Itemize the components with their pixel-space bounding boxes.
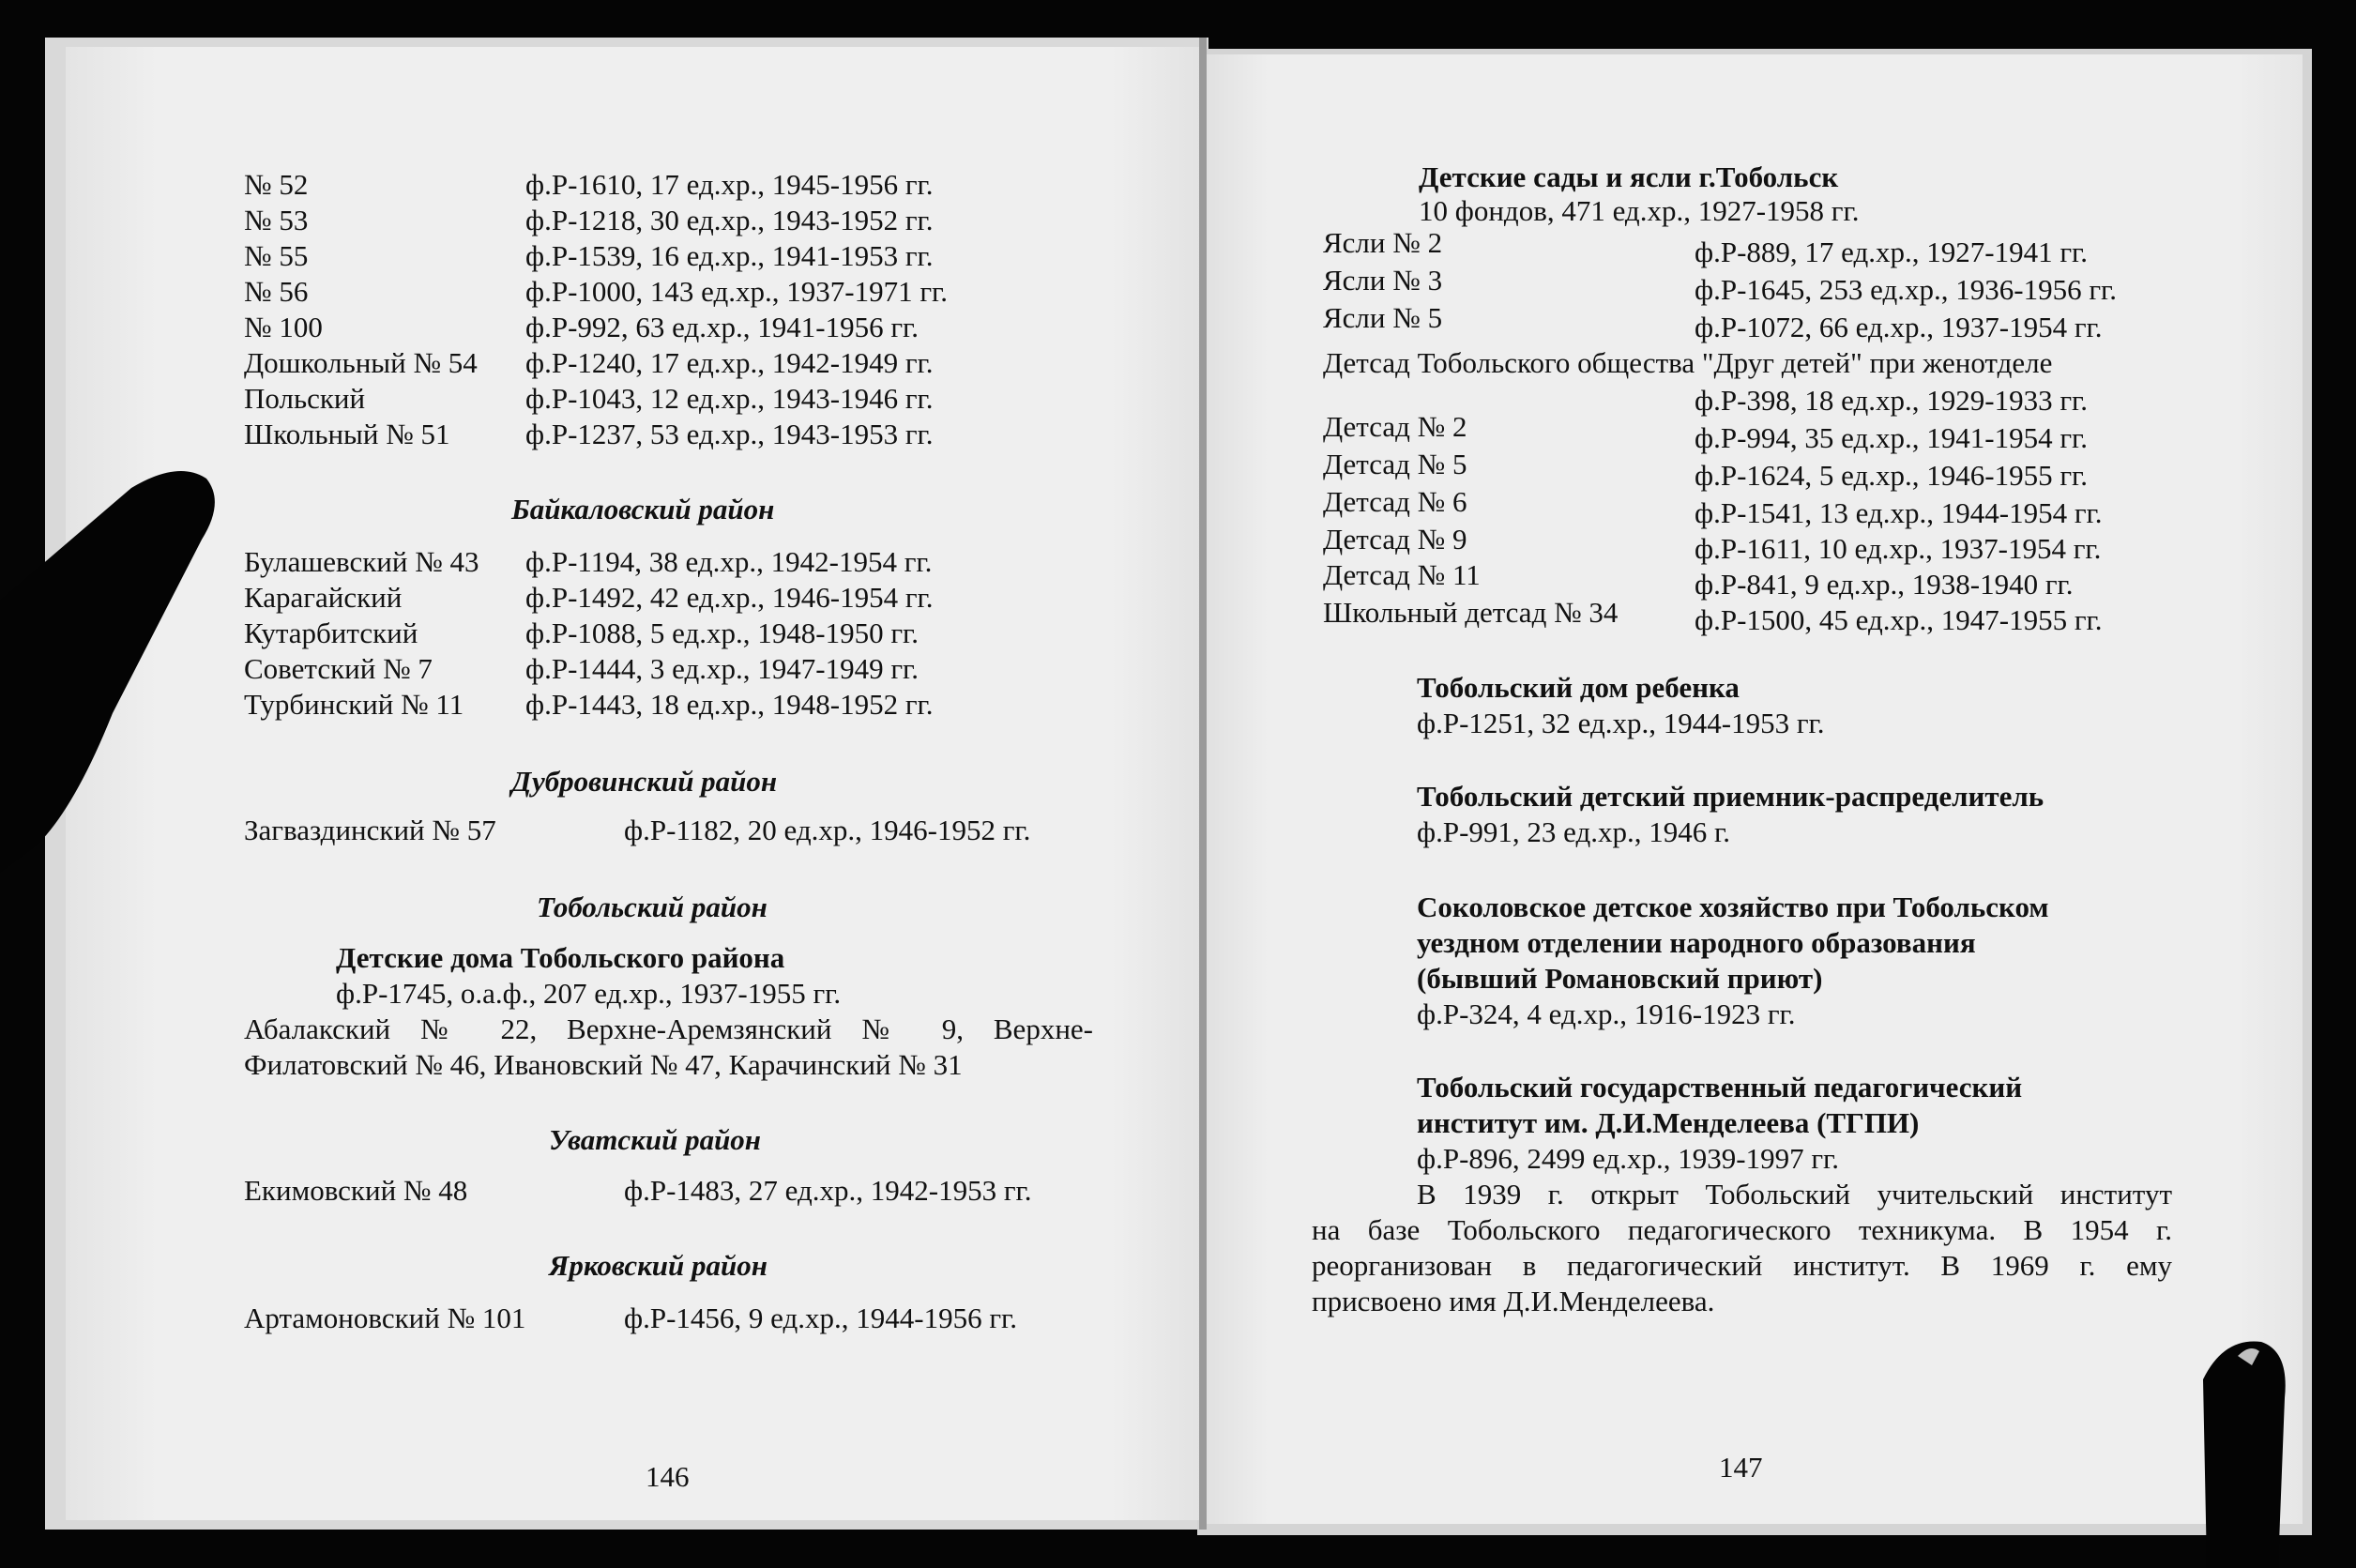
list-item-fond: ф.Р-1218, 30 ед.хр., 1943-1952 гг.	[525, 204, 934, 236]
list-item-fond: ф.Р-994, 35 ед.хр., 1941-1954 гг.	[1695, 421, 2089, 454]
list-item-name: № 55	[244, 239, 309, 272]
list-item-fond: ф.Р-1492, 42 ед.хр., 1946-1954 гг.	[525, 581, 934, 614]
list-item-name: Школьный № 51	[244, 418, 450, 450]
section-heading-dubrovinsky: Дубровинский район	[511, 765, 778, 798]
fond-receiver: ф.Р-991, 23 ед.хр., 1946 г.	[1417, 815, 1730, 848]
section-heading-baikalovsky: Байкаловский район	[511, 493, 775, 525]
list-item-name: Булашевский № 43	[244, 545, 479, 578]
list-item-fond: ф.Р-889, 17 ед.хр., 1927-1941 гг.	[1695, 236, 2089, 268]
section-heading-sokolovskoe: Соколовское детское хозяйство при Тобольском	[1417, 891, 2049, 923]
list-item-name: № 52	[244, 168, 309, 201]
list-item-fond: ф.Р-1182, 20 ед.хр., 1946-1952 гг.	[624, 814, 1031, 846]
list-item-fond: ф.Р-1194, 38 ед.хр., 1942-1954 гг.	[525, 545, 933, 578]
list-item-name: Детсад № 5	[1323, 448, 1467, 480]
list-item-fond: ф.Р-841, 9 ед.хр., 1938-1940 гг.	[1695, 568, 2074, 601]
list-item-fond: ф.Р-1610, 17 ед.хр., 1945-1956 гг.	[525, 168, 934, 201]
section-heading-uvatsky: Уватский район	[549, 1123, 762, 1156]
list-item-fond: ф.Р-1611, 10 ед.хр., 1937-1954 гг.	[1695, 532, 2102, 565]
institute-paragraph-line: реорганизован в педагогический институт. В 1969 г. ему	[1312, 1249, 2172, 1282]
list-item-name: Артамоновский № 101	[244, 1302, 526, 1334]
list-item-name: Карагайский	[244, 581, 403, 614]
list-item-fond: ф.Р-398, 18 ед.хр., 1929-1933 гг.	[1695, 384, 2089, 417]
kindergartens-summary: 10 фондов, 471 ед.хр., 1927-1958 гг.	[1419, 194, 1860, 227]
list-item-fond: ф.Р-1444, 3 ед.хр., 1947-1949 гг.	[525, 652, 920, 685]
list-item-name: № 53	[244, 204, 309, 236]
fond-orphanages: ф.Р-1745, о.а.ф., 207 ед.хр., 1937-1955 гг.	[336, 977, 842, 1010]
list-item-name: Турбинский № 11	[244, 688, 464, 721]
list-item-name: № 100	[244, 311, 323, 343]
list-item-fond: ф.Р-992, 63 ед.хр., 1941-1956 гг.	[525, 311, 920, 343]
section-heading-tobolsky: Тобольский район	[537, 891, 768, 923]
list-item-fond: ф.Р-1240, 17 ед.хр., 1942-1949 гг.	[525, 346, 934, 379]
section-heading-yarkovsky: Ярковский район	[549, 1249, 768, 1282]
list-item-name: Детсад № 11	[1323, 558, 1481, 591]
list-item-fond: ф.Р-1443, 18 ед.хр., 1948-1952 гг.	[525, 688, 934, 721]
section-heading-orphanage: Тобольский дом ребенка	[1417, 671, 1740, 704]
list-item-fond: ф.Р-1072, 66 ед.хр., 1937-1954 гг.	[1695, 311, 2103, 343]
section-heading-institute: институт им. Д.И.Менделеева (ТГПИ)	[1417, 1106, 1920, 1139]
list-item-name: Детсад № 6	[1323, 485, 1467, 518]
section-heading-kindergartens: Детские сады и ясли г.Тобольск	[1419, 160, 1839, 193]
list-item-name: Ясли № 5	[1323, 301, 1443, 334]
list-item-name: Ясли № 2	[1323, 226, 1443, 259]
orphanages-list-line: Филатовский № 46, Ивановский № 47, Карачинский № 31	[244, 1048, 963, 1081]
list-item-name: Дошкольный № 54	[244, 346, 478, 379]
orphanages-list-line: Абалакский № 22, Верхне-Аремзянский № 9, Верхне-	[244, 1012, 1093, 1045]
list-item-name: № 56	[244, 275, 309, 308]
list-item-fond: ф.Р-1541, 13 ед.хр., 1944-1954 гг.	[1695, 496, 2103, 529]
list-item-fond: ф.Р-1088, 5 ед.хр., 1948-1950 гг.	[525, 617, 920, 649]
left-finger-shadow	[0, 471, 215, 873]
list-item-fond: ф.Р-1043, 12 ед.хр., 1943-1946 гг.	[525, 382, 934, 415]
list-item-fond: ф.Р-1539, 16 ед.хр., 1941-1953 гг.	[525, 239, 934, 272]
society-kindergarten-line: Детсад Тобольского общества "Друг детей" при женотделе	[1323, 346, 2053, 379]
page-number-right: 147	[1719, 1451, 1763, 1484]
list-item-name: Ясли № 3	[1323, 264, 1443, 297]
list-item-fond: ф.Р-1000, 143 ед.хр., 1937-1971 гг.	[525, 275, 949, 308]
list-item-fond: ф.Р-1624, 5 ед.хр., 1946-1955 гг.	[1695, 459, 2089, 492]
institute-paragraph-line: В 1939 г. открыт Тобольский учительский институт	[1417, 1178, 2172, 1210]
right-finger-shadow	[2203, 1342, 2286, 1568]
list-item-name: Загваздинский № 57	[244, 814, 496, 846]
fond-orphanage: ф.Р-1251, 32 ед.хр., 1944-1953 гг.	[1417, 707, 1825, 739]
list-item-name: Екимовский № 48	[244, 1174, 468, 1207]
institute-paragraph-line: присвоено имя Д.И.Менделеева.	[1312, 1285, 1715, 1317]
list-item-name: Советский № 7	[244, 652, 433, 685]
list-item-fond: ф.Р-1237, 53 ед.хр., 1943-1953 гг.	[525, 418, 934, 450]
list-item-name: Школьный детсад № 34	[1323, 596, 1619, 629]
section-heading-receiver: Тобольский детский приемник-распределитель	[1417, 780, 2044, 813]
subheading-orphanages: Детские дома Тобольского района	[336, 941, 785, 974]
section-heading-sokolovskoe: (бывший Романовский приют)	[1417, 962, 1823, 995]
list-item-name: Детсад № 2	[1323, 410, 1467, 443]
fond-institute: ф.Р-896, 2499 ед.хр., 1939-1997 гг.	[1417, 1142, 1840, 1175]
section-heading-institute: Тобольский государственный педагогический	[1417, 1071, 2023, 1104]
list-item-fond: ф.Р-1500, 45 ед.хр., 1947-1955 гг.	[1695, 603, 2103, 636]
list-item-name: Детсад № 9	[1323, 523, 1467, 556]
list-item-fond: ф.Р-1456, 9 ед.хр., 1944-1956 гг.	[624, 1302, 1018, 1334]
list-item-name: Польский	[244, 382, 366, 415]
page-number-left: 146	[646, 1460, 690, 1493]
list-item-fond: ф.Р-1483, 27 ед.хр., 1942-1953 гг.	[624, 1174, 1032, 1207]
institute-paragraph-line: на базе Тобольского педагогического техникума. В 1954 г.	[1312, 1213, 2172, 1246]
list-item-name: Кутарбитский	[244, 617, 418, 649]
list-item-fond: ф.Р-1645, 253 ед.хр., 1936-1956 гг.	[1695, 273, 2118, 306]
fond-sokolovskoe: ф.Р-324, 4 ед.хр., 1916-1923 гг.	[1417, 997, 1796, 1030]
section-heading-sokolovskoe: уездном отделении народного образования	[1417, 926, 1976, 959]
